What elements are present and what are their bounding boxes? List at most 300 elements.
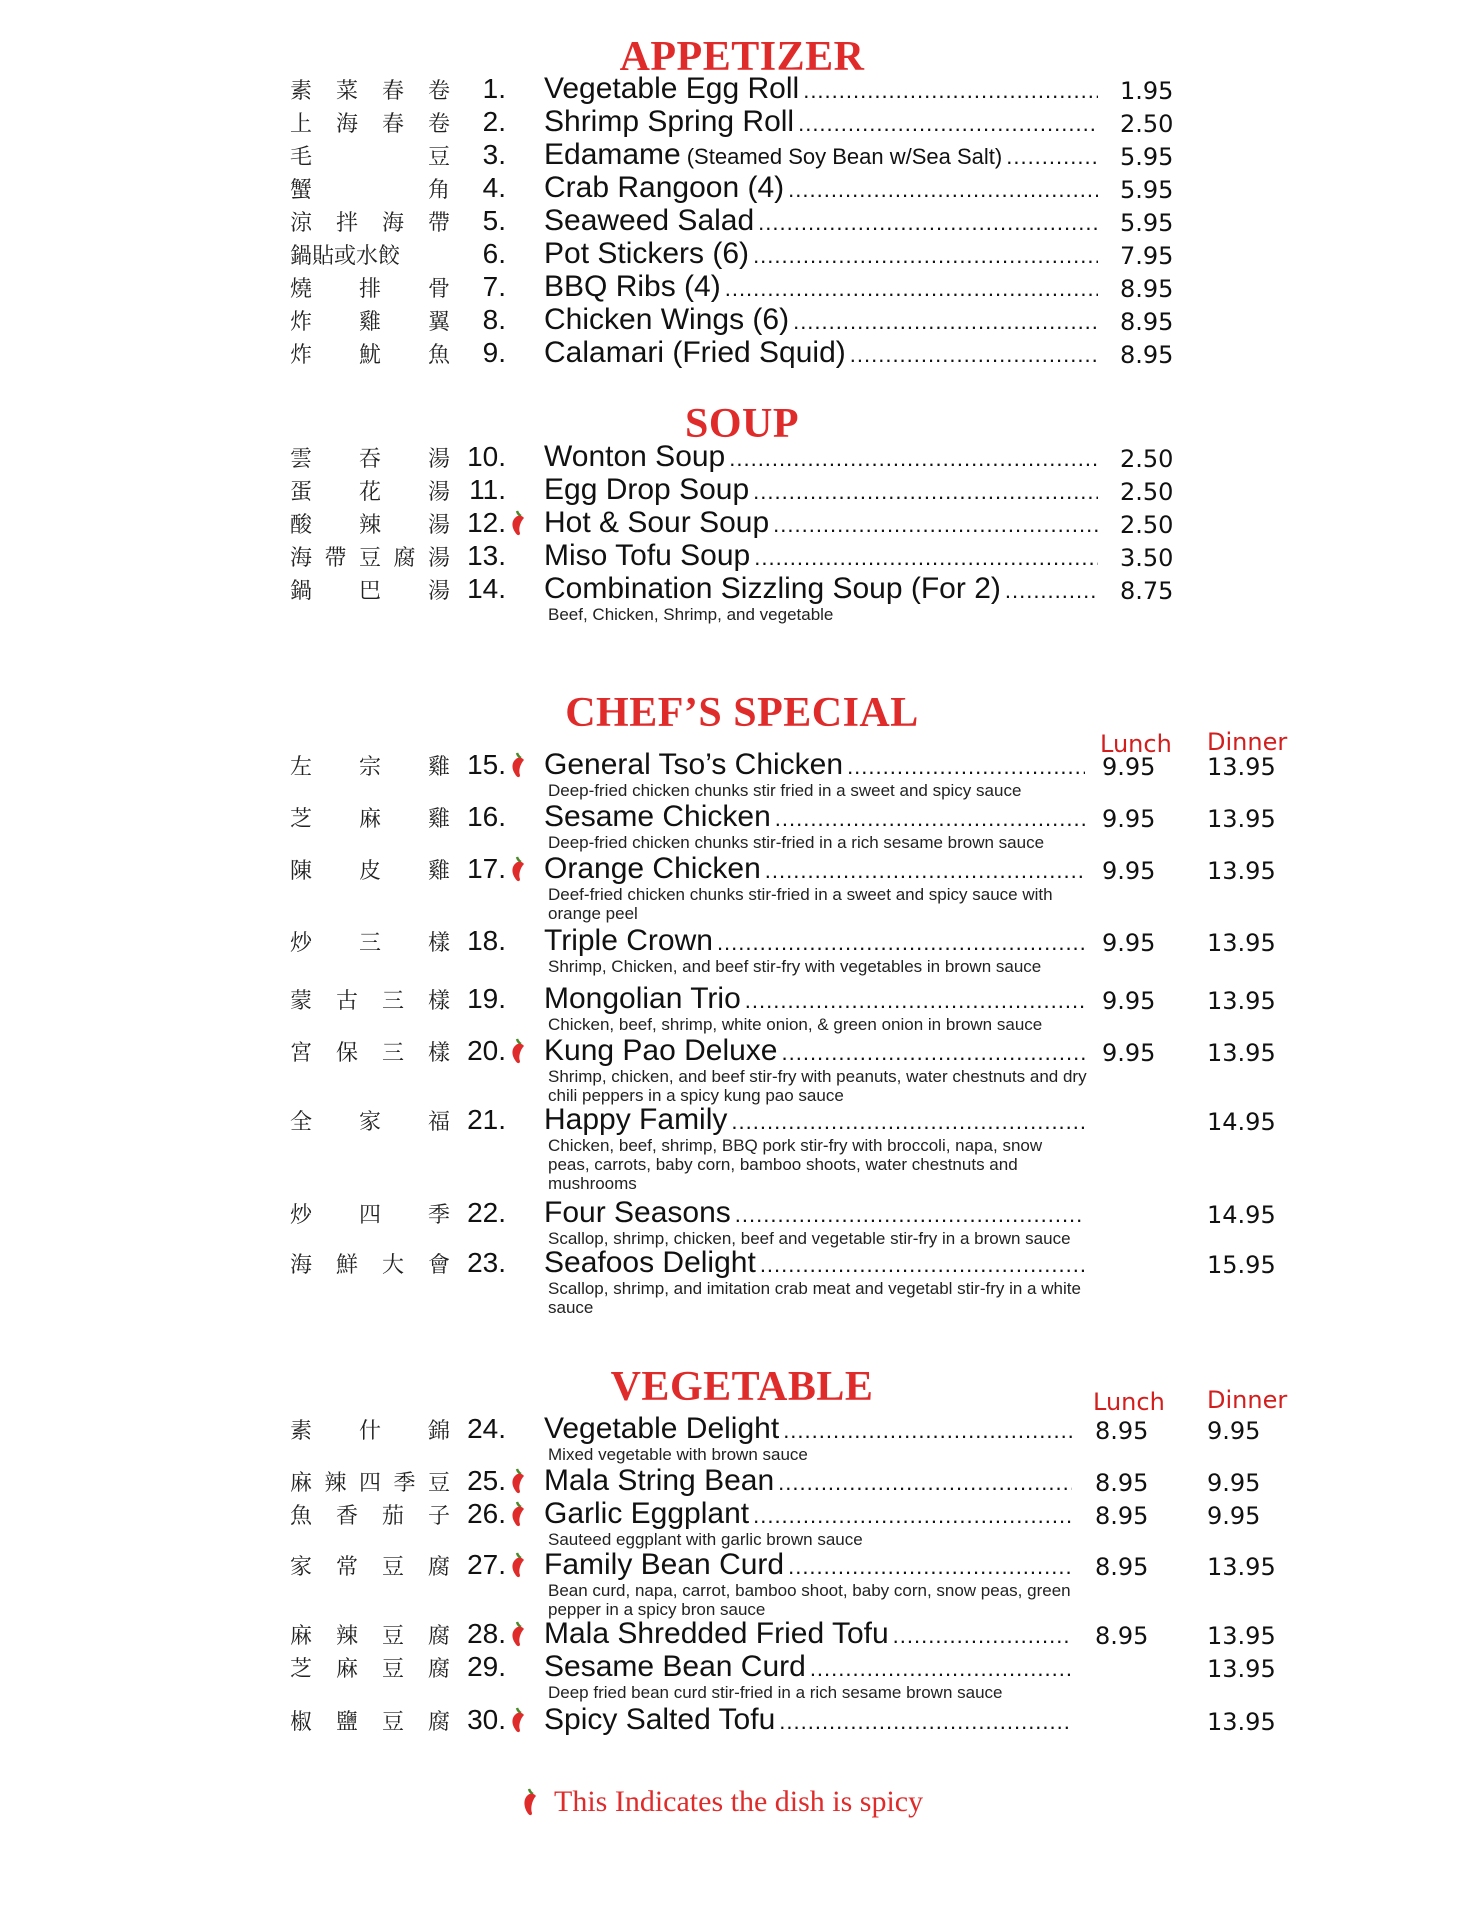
menu-item-row [0, 1548, 1484, 1619]
leader-dots [1005, 574, 1098, 606]
menu-item-row [0, 1412, 1484, 1464]
chinese-char: 炸 [290, 342, 313, 368]
chinese-char: 辣 [324, 1470, 347, 1496]
chinese-char: 燒 [290, 276, 313, 302]
item-name-line [544, 72, 1098, 106]
chinese-char: 辣 [335, 1623, 358, 1649]
chinese-name [290, 1703, 450, 1737]
item-description: Bean curd, napa, carrot, bamboo shoot, baby corn, snow peas, green pepper in a spicy bron sauce [548, 1581, 1071, 1619]
chinese-name [290, 1497, 450, 1531]
item-name: Mala String Bean [544, 1464, 775, 1497]
spicy-legend [520, 1785, 923, 1819]
chinese-name [290, 748, 450, 782]
chinese-char: 宮 [290, 1040, 313, 1066]
item-name-line [544, 1034, 1085, 1068]
item-name: Mongolian Trio [544, 982, 741, 1015]
item-price: 2.50 [1120, 511, 1174, 539]
item-description: Mixed vegetable with brown sauce [548, 1445, 808, 1464]
item-name-line [544, 336, 1098, 370]
chinese-char: 排 [358, 276, 381, 302]
chinese-char: 芝 [290, 806, 313, 832]
item-number: 17. [467, 853, 506, 884]
item-description: Deep fried bean curd stir-fried in a rich sesame brown sauce [548, 1683, 1003, 1702]
item-number: 4. [482, 172, 506, 203]
chinese-char: 卷 [427, 111, 450, 137]
item-number: 11. [469, 474, 506, 505]
dinner-header-vegetable: Dinner [1207, 1386, 1288, 1414]
chinese-char: 骨 [427, 276, 450, 302]
dinner-price: 15.95 [1207, 1251, 1276, 1279]
item-name: Triple Crown [544, 924, 713, 957]
chinese-char: 家 [290, 1554, 313, 1580]
chili-pepper-icon [508, 1467, 530, 1495]
chinese-name [290, 270, 450, 304]
item-name-line [544, 270, 1098, 304]
item-name-line [544, 506, 1098, 540]
chinese-name [290, 105, 450, 139]
chinese-char: 辣 [358, 512, 381, 538]
leader-dots [754, 541, 1098, 573]
chinese-char: 全 [290, 1109, 313, 1135]
item-name-line [544, 1703, 1072, 1737]
chinese-char: 鍋貼或水餃 [290, 243, 401, 269]
chinese-char: 菜 [335, 78, 358, 104]
chinese-char: 雞 [427, 754, 450, 780]
item-price: 3.50 [1120, 544, 1174, 572]
chinese-name [290, 1650, 450, 1684]
chinese-char: 湯 [427, 578, 450, 604]
leader-dots [779, 1705, 1072, 1737]
chinese-char: 陳 [290, 858, 313, 884]
item-name-line [544, 1464, 1072, 1498]
chinese-char: 芝 [290, 1656, 313, 1682]
item-price: 2.50 [1120, 445, 1174, 473]
lunch-header-chefs: Lunch [1100, 730, 1172, 758]
item-name-line [544, 138, 1098, 172]
chinese-char: 卷 [427, 78, 450, 104]
item-price: 8.95 [1120, 275, 1174, 303]
chinese-char: 麻 [290, 1623, 313, 1649]
item-price: 5.95 [1120, 209, 1174, 237]
leader-dots [793, 305, 1098, 337]
leader-dots [798, 107, 1098, 139]
menu-item-row [0, 1103, 1484, 1193]
item-price: 8.95 [1120, 308, 1174, 336]
item-number: 13. [467, 540, 506, 571]
chinese-name [290, 852, 450, 886]
item-number: 24. [467, 1413, 506, 1444]
lunch-price: 9.95 [1102, 753, 1156, 781]
item-number: 25. [467, 1465, 506, 1496]
item-name-line [544, 1650, 1072, 1684]
lunch-price: 9.95 [1102, 1039, 1156, 1067]
item-description: Deep-fried chicken chunks stir fried in a sweet and spicy sauce [548, 781, 1022, 800]
chinese-char: 海 [290, 1252, 313, 1278]
chinese-char: 季 [393, 1470, 416, 1496]
item-name: Kung Pao Deluxe [544, 1034, 778, 1067]
item-number: 5. [482, 205, 506, 236]
chinese-char: 麻 [335, 1656, 358, 1682]
item-name: Miso Tofu Soup [544, 539, 751, 572]
item-number: 1. [482, 73, 506, 104]
chinese-char: 大 [381, 1252, 404, 1278]
item-number: 6. [482, 238, 506, 269]
item-price: 2.50 [1120, 478, 1174, 506]
leader-dots [758, 206, 1098, 238]
item-name-line [544, 105, 1098, 139]
menu-item-row [0, 1246, 1484, 1317]
item-name-line [544, 539, 1098, 573]
dinner-price: 13.95 [1207, 987, 1276, 1015]
leader-dots [782, 1036, 1086, 1068]
menu-item-row [0, 852, 1484, 923]
leader-dots [729, 442, 1098, 474]
item-number: 18. [467, 925, 506, 956]
item-description: Chicken, beef, shrimp, BBQ pork stir-fry with broccoli, napa, snow peas, carrots, baby corn, bamboo shoots, water chestnuts and mushrooms [548, 1136, 1043, 1193]
chinese-char: 魚 [290, 1503, 313, 1529]
dinner-header-chefs: Dinner [1207, 728, 1288, 756]
item-price: 8.95 [1120, 341, 1174, 369]
leader-dots [745, 984, 1085, 1016]
item-name-line [544, 204, 1098, 238]
chinese-name [290, 539, 450, 573]
chinese-name [290, 237, 450, 271]
chinese-name [290, 171, 450, 205]
item-number: 10. [467, 441, 506, 472]
dinner-price: 13.95 [1207, 1655, 1276, 1683]
chinese-char: 古 [335, 988, 358, 1014]
chili-pepper-icon [520, 1787, 542, 1817]
chinese-char: 麻 [290, 1470, 313, 1496]
chinese-char: 錦 [427, 1418, 450, 1444]
chinese-char: 皮 [358, 858, 381, 884]
chinese-name [290, 204, 450, 238]
item-name: Egg Drop Soup [544, 473, 750, 506]
lunch-price: 9.95 [1102, 929, 1156, 957]
chili-pepper-icon [508, 509, 530, 537]
item-number: 19. [467, 983, 506, 1014]
item-number: 8. [482, 304, 506, 335]
chinese-char: 腐 [427, 1709, 450, 1735]
chinese-char: 涼 [290, 210, 313, 236]
menu-item-row [0, 800, 1484, 852]
chinese-char: 福 [427, 1109, 450, 1135]
chinese-char: 季 [427, 1202, 450, 1228]
chinese-char: 腐 [427, 1623, 450, 1649]
dinner-price: 13.95 [1207, 1039, 1276, 1067]
item-price: 2.50 [1120, 110, 1174, 138]
chili-pepper-icon [508, 751, 530, 779]
item-name: Vegetable Egg Roll [544, 72, 800, 105]
chinese-name [290, 72, 450, 106]
item-name: Happy Family [544, 1103, 728, 1136]
chinese-char: 湯 [427, 446, 450, 472]
item-name: Edamame [544, 138, 681, 171]
item-name: Family Bean Curd [544, 1548, 785, 1581]
chinese-char: 樣 [427, 988, 450, 1014]
item-number: 26. [467, 1498, 506, 1529]
chinese-char: 豆 [358, 545, 381, 571]
leader-dots [717, 926, 1085, 958]
chinese-char: 雞 [427, 858, 450, 884]
chinese-char: 四 [358, 1470, 381, 1496]
chinese-char: 素 [290, 78, 313, 104]
chinese-char: 魚 [427, 342, 450, 368]
section-title-vegetable: VEGETABLE [610, 1364, 874, 1410]
item-price: 8.75 [1120, 577, 1174, 605]
leader-dots [765, 854, 1085, 886]
item-name-line [544, 1103, 1085, 1137]
item-note: (Steamed Soy Bean w/Sea Salt) [686, 144, 1003, 169]
chinese-name [290, 1548, 450, 1582]
leader-dots [731, 1105, 1085, 1137]
chinese-name [290, 506, 450, 540]
item-name-line [544, 1617, 1072, 1651]
chinese-char: 三 [381, 988, 404, 1014]
item-name: Hot & Sour Soup [544, 506, 770, 539]
chinese-char: 酸 [290, 512, 313, 538]
item-name: Combination Sizzling Soup (For 2) [544, 572, 1001, 605]
chinese-char: 春 [381, 78, 404, 104]
chinese-char: 香 [335, 1503, 358, 1529]
item-number: 16. [467, 801, 506, 832]
dinner-price: 14.95 [1207, 1108, 1276, 1136]
lunch-price: 9.95 [1102, 805, 1156, 833]
item-number: 14. [467, 573, 506, 604]
item-description: Deef-fried chicken chunks stir-fried in a sweet and spicy sauce with orange peel [548, 885, 1053, 923]
chinese-char: 海 [335, 111, 358, 137]
item-name: Seafoos Delight [544, 1246, 756, 1279]
menu-item-row [0, 1196, 1484, 1248]
menu-item-row [0, 982, 1484, 1034]
item-name: Chicken Wings (6) [544, 303, 790, 336]
menu-item-row [0, 336, 1484, 376]
section-title-appetizer: APPETIZER [619, 34, 865, 80]
item-number: 29. [467, 1651, 506, 1682]
item-name: Spicy Salted Tofu [544, 1703, 776, 1736]
item-price: 7.95 [1120, 242, 1174, 270]
chinese-char: 魷 [358, 342, 381, 368]
chinese-char: 雞 [427, 806, 450, 832]
lunch-price: 8.95 [1095, 1417, 1149, 1445]
chinese-char: 宗 [358, 754, 381, 780]
chinese-name [290, 572, 450, 606]
chinese-char: 素 [290, 1418, 313, 1444]
chinese-char: 家 [358, 1109, 381, 1135]
chili-pepper-icon [508, 1500, 530, 1528]
chinese-char: 海 [381, 210, 404, 236]
item-number: 23. [467, 1247, 506, 1278]
chinese-char: 腐 [427, 1554, 450, 1580]
item-name-line [544, 1196, 1085, 1230]
item-name: Sesame Bean Curd [544, 1650, 806, 1683]
leader-dots [773, 508, 1098, 540]
item-number: 9. [482, 337, 506, 368]
chinese-char: 毛 [290, 144, 313, 170]
dinner-price: 13.95 [1207, 753, 1276, 781]
item-number: 21. [467, 1104, 506, 1135]
item-name: Wonton Soup [544, 440, 726, 473]
item-description: Scallop, shrimp, and imitation crab meat and vegetabl stir-fry in a white sauce [548, 1279, 1081, 1317]
leader-dots [753, 1499, 1072, 1531]
chinese-name [290, 303, 450, 337]
chinese-char: 蛋 [290, 479, 313, 505]
chinese-char: 腐 [427, 1656, 450, 1682]
item-name-line [544, 1412, 1072, 1446]
chili-pepper-icon [508, 1037, 530, 1065]
item-description: Beef, Chicken, Shrimp, and vegetable [548, 605, 834, 624]
chinese-char: 蟹 [290, 177, 313, 203]
chinese-char: 什 [358, 1418, 381, 1444]
chinese-char: 鮮 [335, 1252, 358, 1278]
lunch-price: 9.95 [1102, 987, 1156, 1015]
item-price: 5.95 [1120, 176, 1174, 204]
item-name-line [544, 1246, 1085, 1280]
item-description: Sauteed eggplant with garlic brown sauce [548, 1530, 863, 1549]
item-description: Deep-fried chicken chunks stir-fried in a rich sesame brown sauce [548, 833, 1045, 852]
item-name: Calamari (Fried Squid) [544, 336, 846, 369]
lunch-price: 8.95 [1095, 1622, 1149, 1650]
leader-dots [725, 272, 1098, 304]
item-name: Shrimp Spring Roll [544, 105, 795, 138]
item-name: Orange Chicken [544, 852, 761, 885]
leader-dots [810, 1652, 1072, 1684]
menu-item-row [0, 1497, 1484, 1549]
item-number: 27. [467, 1549, 506, 1580]
chinese-char: 鍋 [290, 578, 313, 604]
chinese-name [290, 1103, 450, 1137]
item-number: 7. [482, 271, 506, 302]
item-number: 28. [467, 1618, 506, 1649]
item-name: Pot Stickers (6) [544, 237, 750, 270]
chinese-char: 角 [427, 177, 450, 203]
dinner-price: 9.95 [1207, 1417, 1261, 1445]
chinese-name [290, 1196, 450, 1230]
leader-dots [753, 475, 1098, 507]
chili-pepper-icon [508, 855, 530, 883]
item-price: 5.95 [1120, 143, 1174, 171]
menu-item-row [0, 924, 1484, 976]
leader-dots [778, 1466, 1072, 1498]
item-number: 22. [467, 1197, 506, 1228]
chinese-char: 常 [335, 1554, 358, 1580]
chinese-name [290, 138, 450, 172]
item-name-line [544, 303, 1098, 337]
leader-dots [783, 1414, 1072, 1446]
chinese-name [290, 440, 450, 474]
lunch-header-vegetable: Lunch [1093, 1388, 1165, 1416]
chinese-char: 湯 [427, 512, 450, 538]
chili-pepper-icon [508, 1620, 530, 1648]
chinese-char: 三 [358, 930, 381, 956]
chinese-char: 炒 [290, 1202, 313, 1228]
item-number: 30. [467, 1704, 506, 1735]
dinner-price: 13.95 [1207, 857, 1276, 885]
chinese-char: 雞 [358, 309, 381, 335]
chinese-char: 腐 [393, 545, 416, 571]
item-name-line [544, 800, 1085, 834]
chinese-char: 豆 [381, 1656, 404, 1682]
chinese-char: 左 [290, 754, 313, 780]
chinese-char: 翼 [427, 309, 450, 335]
item-name-line [544, 748, 1085, 782]
item-name-line [544, 440, 1098, 474]
chinese-char: 吞 [358, 446, 381, 472]
leader-dots [753, 239, 1098, 271]
chinese-char: 湯 [427, 479, 450, 505]
chinese-char: 巴 [358, 578, 381, 604]
chinese-char: 樣 [427, 1040, 450, 1066]
item-price: 1.95 [1120, 77, 1174, 105]
dinner-price: 13.95 [1207, 1622, 1276, 1650]
item-name: Mala Shredded Fried Tofu [544, 1617, 889, 1650]
chinese-char: 麻 [358, 806, 381, 832]
chinese-char: 帶 [324, 545, 347, 571]
chinese-char: 豆 [427, 144, 450, 170]
lunch-price: 9.95 [1102, 857, 1156, 885]
chinese-char: 雲 [290, 446, 313, 472]
leader-dots [735, 1198, 1085, 1230]
chinese-name [290, 1034, 450, 1068]
lunch-price: 8.95 [1095, 1502, 1149, 1530]
item-name: Seaweed Salad [544, 204, 755, 237]
chinese-name [290, 1617, 450, 1651]
chinese-name [290, 800, 450, 834]
leader-dots [847, 750, 1085, 782]
item-number: 20. [467, 1035, 506, 1066]
item-name-line [544, 982, 1085, 1016]
chili-pepper-icon [508, 1551, 530, 1579]
item-name: Garlic Eggplant [544, 1497, 750, 1530]
chinese-char: 帶 [427, 210, 450, 236]
dinner-price: 9.95 [1207, 1502, 1261, 1530]
item-name: Four Seasons [544, 1196, 731, 1229]
chili-pepper-icon [508, 1706, 530, 1734]
chinese-char: 花 [358, 479, 381, 505]
chinese-char: 豆 [427, 1470, 450, 1496]
item-description: Chicken, beef, shrimp, white onion, & green onion in brown sauce [548, 1015, 1043, 1034]
chinese-char: 海 [290, 545, 313, 571]
item-name: General Tso’s Chicken [544, 748, 844, 781]
dinner-price: 13.95 [1207, 929, 1276, 957]
chinese-char: 保 [335, 1040, 358, 1066]
dinner-price: 9.95 [1207, 1469, 1261, 1497]
item-description: Scallop, shrimp, chicken, beef and vegetable stir-fry in a brown sauce [548, 1229, 1071, 1248]
chinese-char: 茄 [381, 1503, 404, 1529]
chinese-name [290, 473, 450, 507]
chinese-char: 豆 [381, 1554, 404, 1580]
leader-dots [760, 1248, 1085, 1280]
chinese-char: 拌 [335, 210, 358, 236]
lunch-price: 8.95 [1095, 1469, 1149, 1497]
leader-dots [775, 802, 1085, 834]
leader-dots [788, 1550, 1072, 1582]
leader-dots [850, 338, 1098, 370]
item-description: Shrimp, Chicken, and beef stir-fry with vegetables in brown sauce [548, 957, 1042, 976]
chinese-name [290, 336, 450, 370]
menu-item-row [0, 1650, 1484, 1702]
menu-item-row [0, 1703, 1484, 1743]
item-number: 3. [482, 139, 506, 170]
menu-item-row [0, 1034, 1484, 1105]
chinese-char: 子 [427, 1503, 450, 1529]
chinese-char: 炒 [290, 930, 313, 956]
item-name-line [544, 572, 1098, 606]
lunch-price: 8.95 [1095, 1553, 1149, 1581]
chinese-name [290, 1412, 450, 1446]
item-number: 12. [467, 507, 506, 538]
item-name: Vegetable Delight [544, 1412, 780, 1445]
